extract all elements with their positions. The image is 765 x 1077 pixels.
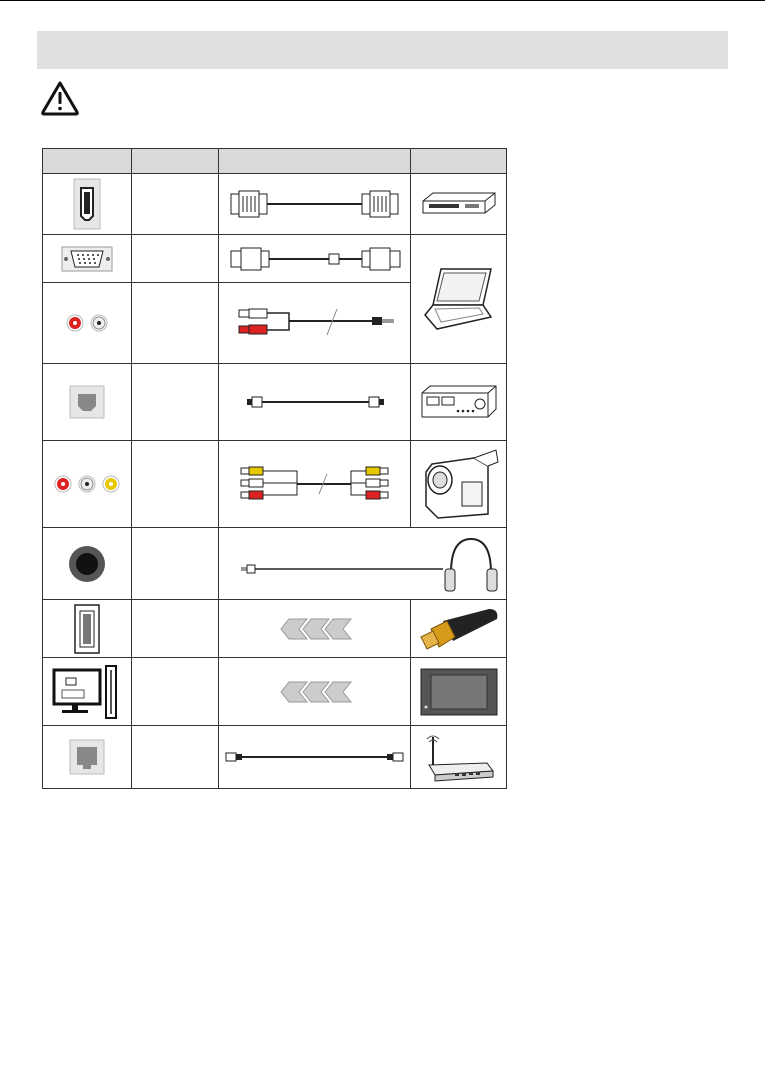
- type-cell: [132, 235, 219, 283]
- table-row: [43, 726, 507, 789]
- optical-cable-icon: [219, 364, 411, 441]
- usb-port-icon: [43, 600, 132, 658]
- headphone-cable-icon: [219, 528, 507, 600]
- table-row: [43, 600, 507, 658]
- page-top-rule: [0, 0, 765, 3]
- ethernet-cable-icon: [219, 726, 411, 789]
- optical-port-icon: [43, 364, 132, 441]
- type-cell: [132, 364, 219, 441]
- insert-arrows-icon: [219, 658, 411, 726]
- camcorder-icon: [411, 441, 507, 528]
- type-cell: [132, 726, 219, 789]
- column-header: [43, 149, 132, 174]
- vga-cable-icon: [219, 235, 411, 283]
- audio-rca-jack-cable-icon: [219, 283, 411, 364]
- headphone-jack-icon: [43, 528, 132, 600]
- vga-port-icon: [43, 235, 132, 283]
- av-rca-ports-icon: [43, 441, 132, 528]
- router-icon: [411, 726, 507, 789]
- table-row: [43, 235, 507, 283]
- table-header-row: [43, 149, 507, 174]
- type-cell: [132, 441, 219, 528]
- type-cell: [132, 283, 219, 364]
- type-cell: [132, 528, 219, 600]
- column-header: [132, 149, 219, 174]
- audio-amplifier-icon: [411, 364, 507, 441]
- av-rca-cable-icon: [219, 441, 411, 528]
- cam-module-icon: [411, 658, 507, 726]
- warning-icon: [40, 80, 80, 116]
- column-header: [219, 149, 411, 174]
- table-row: [43, 658, 507, 726]
- column-header: [411, 149, 507, 174]
- ethernet-port-icon: [43, 726, 132, 789]
- type-cell: [132, 600, 219, 658]
- connections-table: [42, 148, 507, 789]
- type-cell: [132, 174, 219, 235]
- hdmi-cable-icon: [219, 174, 411, 235]
- audio-rca-ports-icon: [43, 283, 132, 364]
- usb-stick-icon: [411, 600, 507, 658]
- table-row: [43, 441, 507, 528]
- dvd-player-icon: [411, 174, 507, 235]
- hdmi-port-icon: [43, 174, 132, 235]
- table-row: [43, 364, 507, 441]
- section-header-bar: [37, 31, 728, 69]
- type-cell: [132, 658, 219, 726]
- ci-slot-tv-icon: [43, 658, 132, 726]
- insert-arrows-icon: [219, 600, 411, 658]
- table-row: [43, 528, 507, 600]
- table-row: [43, 174, 507, 235]
- laptop-icon: [411, 235, 507, 364]
